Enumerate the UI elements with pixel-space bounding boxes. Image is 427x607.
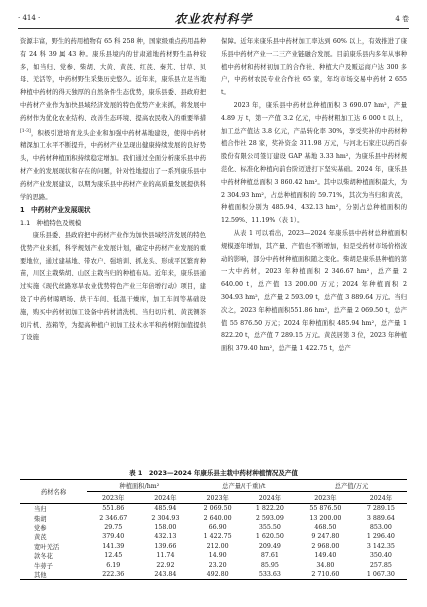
herb-planting-table	[20, 479, 407, 580]
page-number: · 414 ·	[18, 14, 41, 22]
table-row: 牛蒡子 6.19 22.92 23.20 85.95 34.80 257.85	[34, 561, 392, 570]
intro-paragraph: 资源丰富，野生的药用植物有 65 科 258 种，国家级重点药用品种有 24 科 39 属 43 种。康乐县境内的甘肃道地药材野生品种较多，如当归、党参、柴胡、大黄、黄芪、红芪、秦艽、甘草、贝母、羌活等，中药材野生采集历史悠久。近年来，康乐县立足当地种植中药材的得天独厚的自然条件生态优势，康乐县委、县政府把中药材产业作为加快县域经济发展的特色优势产业来抓，将发展中药材作为优化农业结构、改善生态环境、提高农民收入的重要举措[1-3]，积极引进培育龙头企业和加强中药材基地建设，使得中药材精深加工水平不断提升，中药材产业呈现出健康持续发展的良好势头，中药材种植面积持续稳定增加。我们通过全面分析康乐县中药材产业的发展现状和存在的问题，针对性地提出了一系列康乐县中药材产业发展建议，以期为康乐县中药材产业的高质量发展提供科学的思路。	[20, 38, 206, 201]
table-row: 柴胡 2 346.67 2 304.93 2 640.00 2 593.09 13 200.00 3 889.64	[34, 514, 395, 523]
left-column	[20, 36, 206, 345]
body-paragraph: 2023 年，康乐县中药材总种植面积 3 690.07 hm²，产量 4.89 万 t，第一产值 3.2 亿元，中药材粗加工达 6 000 t 以上，加工总产值达 3.8 亿元，产品转化率 30%，享受奖补的中药材种植合作社 28 家，奖补资金 311.98 万元，与河北石家庄以药百泰股份有限公司签订建设 GAP 基地 3.33 hm²，为康乐县中药材规范化、标准化种植向前台阶迈进打下坚实基础。2024 年，康乐县中药材种植总面积 3 860.42 hm²。其中以柴胡种植面积最大，为 2 304.93 hm²，占总种植面积的 59.71%，其次为当归和黄芪，种植面积分别为 485.94、432.13 hm²，分别占总种植面积的 12.59%、11.19%（表 1）。	[221, 101, 407, 225]
citation-ref: [1-3]	[20, 128, 31, 134]
body-paragraph: 从表 1 可以看出，2023—2024 年康乐县中药材总种植面积规模逐年增加，其产量、产值也不断增加，但是受药材市场价格波动的影响，部分中药材种植面积随之变化。柴胡是康乐县种植的第一大中药材，2023 年种植面积 2 346.67 hm²，总产量 2 640.00 t，总产值 13 200.00 万元；2024 年种植面积 2 304.93 hm²，总产量 2 593.09 t，总产值 3 889.64 万元。当归次之，2023 年种植面积551.86 hm²，总产量 2 069.50 t，总产值 55 876.50 万元；2024 年种植面积 485.94 hm²，总产量 1 822.20 t，总产值 7 289.15 万元。黄芪居第 3 位，2023 年种植面积 379.40 hm²，总产量 1 422.75 t，总产	[221, 229, 407, 353]
table-row: 党参 29.75 158.00 66.90 355.50 468.50 853.00	[34, 523, 392, 532]
year-header: 2023年	[192, 492, 244, 504]
body-paragraph: 保障。近年来康乐县中药材加工率达到 60% 以上，有效推进了康乐县中药材产业一二三产业链融合发展。目前康乐县内多年从事种植中药材和药材初加工的合作社、种植大户及贩运商户达 300 多户，中药材农民专业合作社 65 家，年均市场交易中药材 2 655 t。	[221, 38, 407, 97]
table-row: 当归 551.86 485.94 2 069.50 1 822.20 55 876.50 7 289.15	[34, 505, 395, 514]
group-area: 种植面积/hm²	[87, 480, 191, 492]
table-row: 款冬花 12.45 11.74 14.90 87.61 149.40 350.40	[34, 552, 392, 561]
section-heading: 1 中药材产业发展现状	[20, 206, 91, 215]
table-row: 其他 222.36 243.84 492.80 533.63 2 710.60 1 067.30	[20, 570, 407, 580]
year-header: 2024年	[139, 492, 191, 504]
body-paragraph: 康乐县委、县政府把中药材产业作为加快县域经济发展的特色优势产业来抓，科学规划产业发展计划，确定中药材产业发展的重要地位，通过建基地、带农户、强培训、抓龙头、形成平区繁育种苗，川区主栽柴胡、山区主栽当归的种植布局。近年来，康乐县通过实施《现代丝路寒旱农业优势特色产业三年倍增行动》项目，建设了中药材晾晒场、烘干车间、低温干燥库，加工车间等基础设施，购买中药材初加工设备中药材清洗机、当归切片机、黄芪铡茶切片机、蒸箱等，为提高种植户初加工技术水平和药材附加值提供了设施	[20, 232, 206, 342]
group-value: 总产值/万元	[296, 480, 407, 492]
group-output: 总产量/(千重)/t	[192, 480, 296, 492]
subsection-heading: 1.1 种植特色及规模	[20, 219, 82, 228]
right-column	[221, 36, 407, 356]
journal-title: 农业农村科学	[174, 12, 253, 26]
data-table-block	[20, 468, 407, 580]
table-row: 黄芪 379.40 432.13 1 422.75 1 620.50 9 247.80 1 296.40	[34, 533, 395, 542]
table-caption: 表 1 2023—2024 年康乐县主栽中药材种植情况及产值	[129, 469, 298, 477]
year-header: 2024年	[355, 492, 407, 504]
year-header: 2023年	[296, 492, 355, 504]
col-herb-name: 药材名称	[20, 480, 87, 504]
volume-label: 4 卷	[395, 15, 409, 23]
running-header	[18, 8, 409, 29]
year-header: 2023年	[87, 492, 139, 504]
table-row: 宽叶羌活 141.39 139.66 212.00 209.49 2 968.00 3 142.35	[34, 542, 395, 551]
year-header: 2024年	[244, 492, 296, 504]
